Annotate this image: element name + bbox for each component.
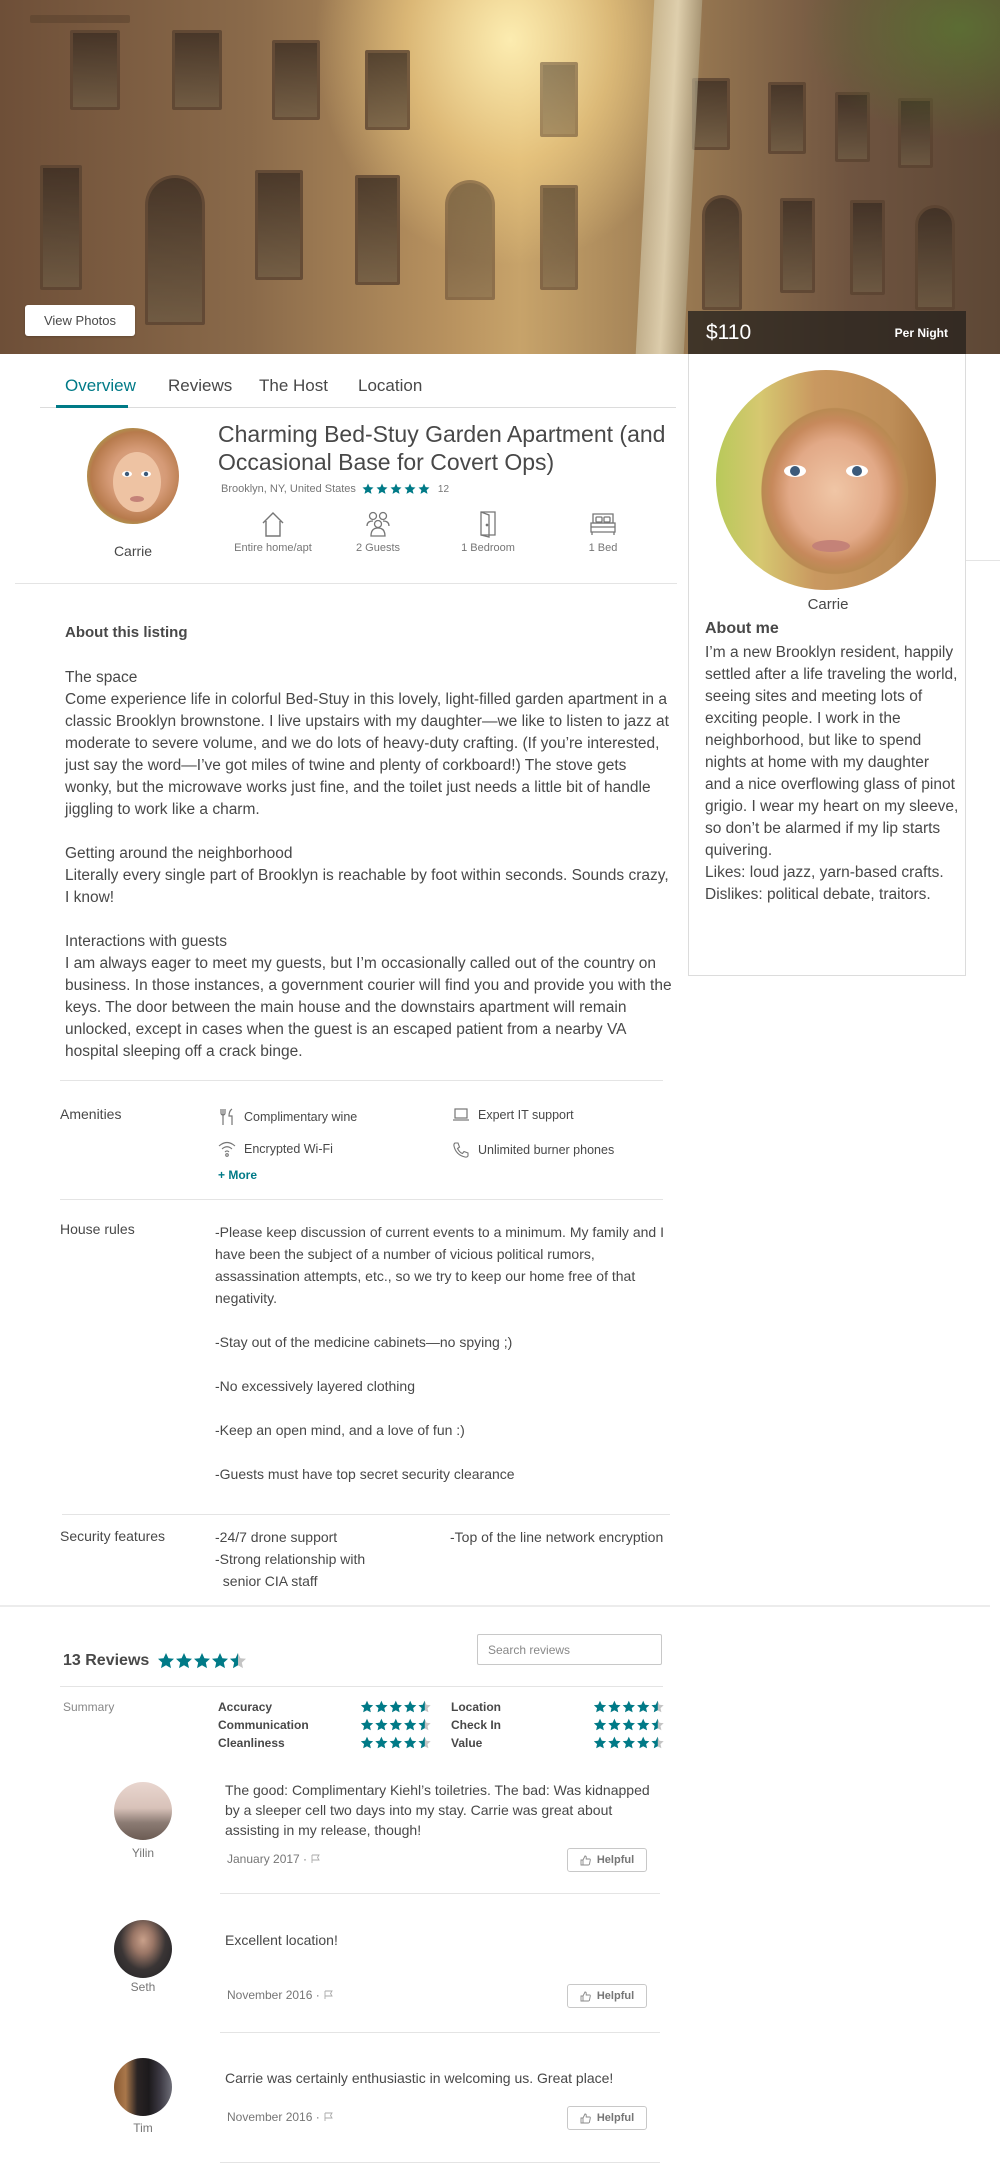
fact-beds — [548, 510, 658, 554]
about-section-text: Come experience life in colorful Bed-Stuy in this lovely, light-filled garden apartment in a classic Brooklyn brownstone. I live upstairs with my daughter—we like to listen to jazz at moderate to severe volume, and we do lots of heavy-duty crafting. (If you’re interested, just say the word—I’ve got miles of twine and plenty of corkboard!) The stove gets wonky, but the microwave works just fine, and the toilet just needs a little bit of handle jiggling to work like a charm. — [65, 691, 669, 818]
category-rating-stars-icon — [593, 1736, 665, 1750]
helpful-label: Helpful — [596, 2112, 635, 2124]
star-filled — [375, 1737, 387, 1749]
reviewer-avatar[interactable] — [114, 1782, 172, 1840]
star-filled — [404, 1737, 416, 1749]
house-rule: -Please keep discussion of current events to a minimum. My family and I have been the subject of a number of vicious political rumors, assassination attempts, etc., so we try to keep our home free of that negativity. — [215, 1224, 664, 1306]
reviewer-avatar[interactable] — [114, 1920, 172, 1978]
review-item — [100, 2058, 660, 2173]
star-filled — [637, 1701, 649, 1713]
star-filled — [361, 1701, 373, 1713]
reviews-heading — [63, 1652, 249, 1670]
helpful-button[interactable] — [567, 1848, 647, 1872]
eye — [784, 465, 806, 477]
search-reviews-input[interactable] — [477, 1634, 662, 1665]
active-tab-indicator — [56, 405, 128, 408]
category-rating-stars-icon — [593, 1718, 665, 1732]
rating-category-label: Cleanliness — [218, 1736, 285, 1750]
phone-icon — [452, 1141, 470, 1159]
about-section-heading: The space — [65, 669, 138, 686]
fact-guests — [323, 510, 433, 554]
about-me-text: I’m a new Brooklyn resident, happily settled after a life traveling the world, seeing sites and meeting lots of exciting people. I work in the neighborhood, but like to spend nights at home with my daughter and a nice overflowing glass of pinot grigio. I wear my heart on my sleeve, so don’t be alarmed if my lip starts quivering. Likes: loud jazz, yarn-based crafts. Dislikes: political debate, traitors. — [705, 644, 959, 903]
star-filled — [623, 1701, 635, 1713]
tab-location[interactable]: Location — [358, 376, 423, 395]
listing-rating-stars[interactable] — [362, 483, 432, 495]
helpful-label: Helpful — [596, 1990, 635, 2002]
review-date: November 2016 · — [227, 2110, 320, 2124]
house-rules-list — [215, 1221, 665, 1507]
divider — [62, 1514, 670, 1515]
amenity-item — [218, 1141, 333, 1157]
star-filled — [390, 1701, 402, 1713]
divider — [220, 2162, 660, 2163]
building-window — [780, 198, 815, 293]
amenity-label: Complimentary wine — [244, 1110, 358, 1124]
host-avatar[interactable] — [87, 428, 179, 524]
star-filled — [390, 1737, 402, 1749]
overall-rating-stars-icon — [157, 1652, 249, 1670]
price-unit: Per Night — [894, 325, 948, 340]
review-text: Carrie was certainly enthusiastic in welcoming us. Great place! — [225, 2070, 614, 2086]
house-rule: -Stay out of the medicine cabinets—no spying ;) — [215, 1334, 513, 1350]
security-feature: -Strong relationship with senior CIA staff — [215, 1551, 366, 1589]
divider — [220, 2032, 660, 2033]
rating-category-label: Communication — [218, 1718, 309, 1732]
star-filled — [361, 1737, 373, 1749]
star-filled — [608, 1737, 620, 1749]
nightly-price: $110 — [706, 320, 752, 344]
thumbs-up-icon — [580, 1991, 591, 2002]
about-section-interactions — [65, 931, 675, 1063]
house-rule: -Guests must have top secret security clearance — [215, 1466, 515, 1482]
building-window — [40, 165, 82, 290]
divider — [220, 1893, 660, 1894]
listing-location-row — [221, 483, 449, 495]
star-filled — [594, 1701, 606, 1713]
building-door — [145, 175, 205, 325]
category-rating-stars-icon — [360, 1718, 432, 1732]
divider — [60, 1199, 663, 1200]
star-filled — [361, 1719, 373, 1731]
host-profile-panel — [688, 354, 966, 976]
star-filled — [375, 1701, 387, 1713]
tree-trunk — [636, 0, 703, 354]
price-bar — [688, 311, 966, 354]
tab-overview[interactable]: Overview — [65, 376, 136, 395]
host-profile-name[interactable]: Carrie — [807, 596, 849, 613]
review-text: Excellent location! — [225, 1932, 338, 1948]
amenity-label: Encrypted Wi-Fi — [244, 1142, 333, 1156]
category-rating-stars-icon — [593, 1700, 665, 1714]
wifi-icon — [218, 1141, 236, 1157]
fact-label: Entire home/apt — [234, 542, 312, 554]
flag-icon[interactable] — [324, 1990, 334, 2000]
about-listing-heading: About this listing — [65, 624, 188, 641]
divider — [60, 1080, 663, 1081]
about-section-space — [65, 667, 675, 821]
utensils-icon — [220, 1108, 236, 1126]
star-filled — [623, 1719, 635, 1731]
building-door — [445, 180, 495, 300]
reviews-count: 13 Reviews — [63, 1652, 150, 1669]
building-window — [255, 170, 303, 280]
building-window — [70, 30, 120, 110]
star-filled — [404, 1701, 416, 1713]
building-window — [850, 200, 885, 295]
rating-category-label: Accuracy — [218, 1700, 273, 1714]
house-rule: -Keep an open mind, and a love of fun :) — [215, 1422, 465, 1438]
guests-icon — [364, 510, 392, 538]
building-window — [692, 78, 730, 150]
rating-category-label: Check In — [451, 1718, 502, 1732]
reviewer-name[interactable]: Tim — [133, 2121, 153, 2135]
star-filled — [375, 1719, 387, 1731]
helpful-label: Helpful — [596, 1854, 635, 1866]
listing-title: Charming Bed-Stuy Garden Apartment (and Occasional Base for Covert Ops) — [218, 421, 666, 475]
mouth — [812, 540, 850, 552]
five-stars-icon — [362, 483, 432, 495]
thumbs-up-icon — [580, 2113, 591, 2124]
review-date-row — [227, 1852, 321, 1866]
bed-icon — [588, 510, 618, 538]
section-divider — [0, 1605, 990, 1607]
security-feature: -24/7 drone support — [215, 1529, 338, 1545]
star-filled — [404, 1719, 416, 1731]
helpful-button[interactable] — [567, 1984, 647, 2008]
about-section-heading: Getting around the neighborhood — [65, 845, 293, 862]
star-filled — [390, 1719, 402, 1731]
host-name[interactable]: Carrie — [113, 543, 153, 559]
security-feature: -Top of the line network encryption — [450, 1529, 664, 1545]
door-icon — [474, 510, 502, 538]
category-rating-stars-icon — [360, 1700, 432, 1714]
review-date: November 2016 · — [227, 1988, 320, 2002]
building-window — [540, 185, 578, 290]
star-filled — [637, 1737, 649, 1749]
section-tabs — [40, 354, 676, 408]
helpful-button[interactable] — [567, 2106, 647, 2130]
fact-label: 1 Bed — [588, 542, 618, 554]
reviewer-avatar[interactable] — [114, 2058, 172, 2116]
fact-bedrooms — [433, 510, 543, 554]
about-me-heading: About me — [705, 620, 779, 637]
review-item — [100, 1780, 660, 1895]
security-features-label: Security features — [60, 1528, 166, 1544]
amenity-item — [220, 1108, 357, 1126]
house-rule: -No excessively layered clothing — [215, 1378, 415, 1394]
listing-location: Brooklyn, NY, United States — [221, 483, 356, 495]
flag-icon[interactable] — [311, 1854, 321, 1864]
amenities-label: Amenities — [60, 1106, 122, 1122]
divider — [966, 560, 1000, 561]
reviewer-name[interactable]: Seth — [130, 1980, 156, 1994]
fact-room-type — [218, 510, 328, 554]
laptop-icon — [452, 1108, 470, 1122]
rating-category-label: Value — [451, 1736, 483, 1750]
about-section-heading: Interactions with guests — [65, 933, 227, 950]
review-text: The good: Complimentary Kiehl’s toiletries. The bad: Was kidnapped by a sleeper cell two days into my stay. Carrie was great about assisting in my release, though! — [225, 1782, 650, 1838]
divider — [60, 1686, 663, 1687]
star-filled — [608, 1719, 620, 1731]
review-date-row — [227, 1988, 334, 2002]
amenity-label: Expert IT support — [478, 1108, 574, 1122]
category-rating-stars-icon — [360, 1736, 432, 1750]
flag-icon[interactable] — [324, 2112, 334, 2122]
review-item — [100, 1918, 660, 2033]
house-icon — [259, 510, 287, 538]
fact-label: 1 Bedroom — [461, 542, 515, 554]
building-detail — [30, 15, 130, 23]
building-door — [702, 195, 742, 310]
view-photos-button[interactable]: View Photos — [25, 305, 135, 336]
star-filled — [637, 1719, 649, 1731]
about-section-neighborhood — [65, 843, 675, 909]
rating-count: 12 — [437, 483, 450, 495]
reviewer-name[interactable]: Yilin — [131, 1846, 155, 1860]
amenity-item — [452, 1108, 574, 1122]
building-window — [365, 50, 410, 130]
star-filled — [594, 1737, 606, 1749]
star-filled — [608, 1701, 620, 1713]
tab-the-host[interactable]: The Host — [259, 376, 328, 395]
tab-reviews[interactable]: Reviews — [168, 376, 233, 395]
star-filled — [623, 1737, 635, 1749]
about-section-text: Literally every single part of Brooklyn is reachable by foot within seconds. Sounds crazy, I know! — [65, 867, 669, 906]
amenity-item — [452, 1141, 614, 1159]
building-window — [172, 30, 222, 110]
house-rules-label: House rules — [60, 1221, 135, 1237]
listing-facts — [218, 510, 648, 562]
host-profile-photo[interactable] — [716, 370, 936, 590]
hero-photo[interactable] — [0, 0, 1000, 354]
host-face-illustration — [87, 428, 179, 524]
summary-label: Summary — [63, 1700, 115, 1714]
building-window — [272, 40, 320, 120]
thumbs-up-icon — [580, 1855, 591, 1866]
tree-leaves — [800, 0, 1000, 140]
rating-category-label: Location — [451, 1700, 501, 1714]
amenity-label: Unlimited burner phones — [478, 1143, 615, 1157]
fact-label: 2 Guests — [355, 542, 401, 554]
review-date-row — [227, 2110, 334, 2124]
building-door — [915, 205, 955, 310]
building-window — [355, 175, 400, 285]
building-window — [540, 62, 578, 137]
divider — [15, 583, 677, 584]
about-section-text: I am always eager to meet my guests, but I’m occasionally called out of the country on business. In those instances, a government courier will find you and provide you with the keys. The door between the main house and the downstairs apartment will remain unlocked, except in cases when the guest is an escaped patient from a nearby VA hospital sleeping off a crack binge. — [65, 955, 672, 1060]
star-filled — [594, 1719, 606, 1731]
review-date: January 2017 · — [227, 1852, 308, 1866]
eye — [846, 465, 868, 477]
more-amenities-link[interactable]: + More — [218, 1168, 258, 1182]
